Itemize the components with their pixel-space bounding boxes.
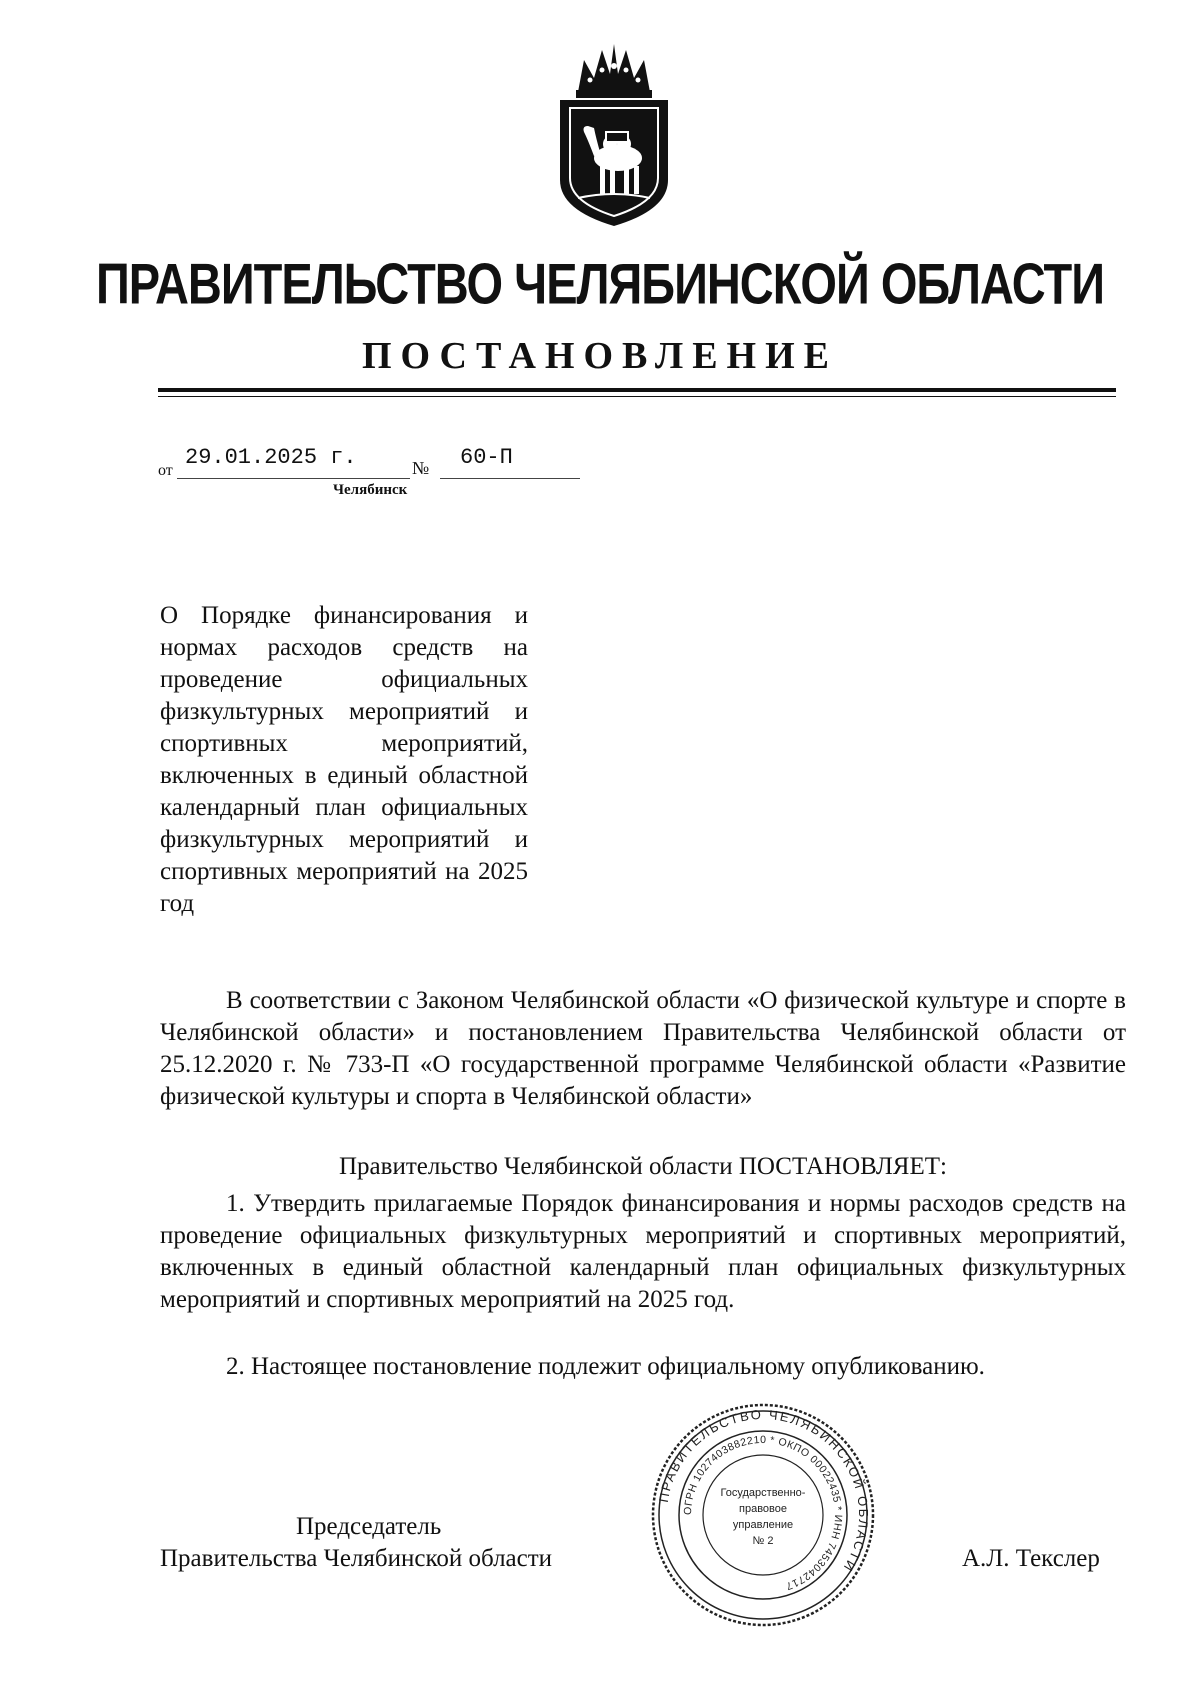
header-rule-thin [158, 396, 1116, 397]
resolves-line: Правительство Челябинской области ПОСТАНОВЛЯЕТ: [339, 1153, 947, 1180]
government-title: ПРАВИТЕЛЬСТВО ЧЕЛЯБИНСКОЙ ОБЛАСТИ [95, 251, 1105, 316]
resolution-item-2: 2. Настоящее постановление подлежит официальному опубликованию. [226, 1353, 985, 1380]
coat-of-arms-icon [548, 40, 680, 230]
document-subject: О Порядке финансирования и нормах расходов средств на проведение официальных физкультурных мероприятий и спортивных мероприятий, включенных в единый областной календарный план официальных физкультурных мероприятий и спортивных мероприятий на 2025 год [160, 602, 528, 917]
stamp-outer-text: ПРАВИТЕЛЬСТВО ЧЕЛЯБИНСКОЙ ОБЛАСТИ [655, 1406, 872, 1576]
official-stamp-icon [648, 1400, 878, 1630]
resolution-item-1: 1. Утвердить прилагаемые Порядок финансирования и нормы расходов средств на проведение официальных физкультурных мероприятий и спортивных мероприятий, включенных в единый областной календарный план официальных физкультурных мероприятий и спортивных мероприятий на 2025 год. [160, 1190, 1126, 1313]
document-date: 29.01.2025 г. [185, 445, 357, 470]
document-city: Челябинск [333, 482, 408, 498]
stamp-center-line-1: Государственно- [720, 1487, 806, 1499]
stamp-ring-text: ОГРН 1027403882210 * ОКПО 00022435 * ИНН 7453042717 [681, 1433, 845, 1593]
stamp-center-line-3: управление [732, 1519, 794, 1531]
document-type: ПОСТАНОВЛЕНИЕ [361, 335, 839, 377]
header-rule-thick [158, 388, 1116, 392]
signer-position-line-1: Председатель [296, 1513, 442, 1540]
number-prefix: № [412, 458, 430, 478]
signer-position-line-2: Правительства Челябинской области [160, 1545, 553, 1572]
number-underline [440, 478, 580, 479]
stamp-center-line-4: № 2 [752, 1535, 774, 1547]
date-underline [177, 478, 410, 479]
preamble-paragraph: В соответствии с Законом Челябинской области «О физической культуре и спорте в Челябинской области» и постановлением Правительства Челябинской области от 25.12.2020 г. № 733-П «О государственной программе Челябинской области «Развитие физической культуры и спорта в Челябинской области» [160, 987, 1126, 1110]
signer-name: А.Л. Текслер [962, 1545, 1100, 1572]
date-prefix: от [158, 462, 173, 479]
stamp-center-line-2: правовое [739, 1503, 787, 1515]
document-number: 60-П [460, 445, 513, 470]
